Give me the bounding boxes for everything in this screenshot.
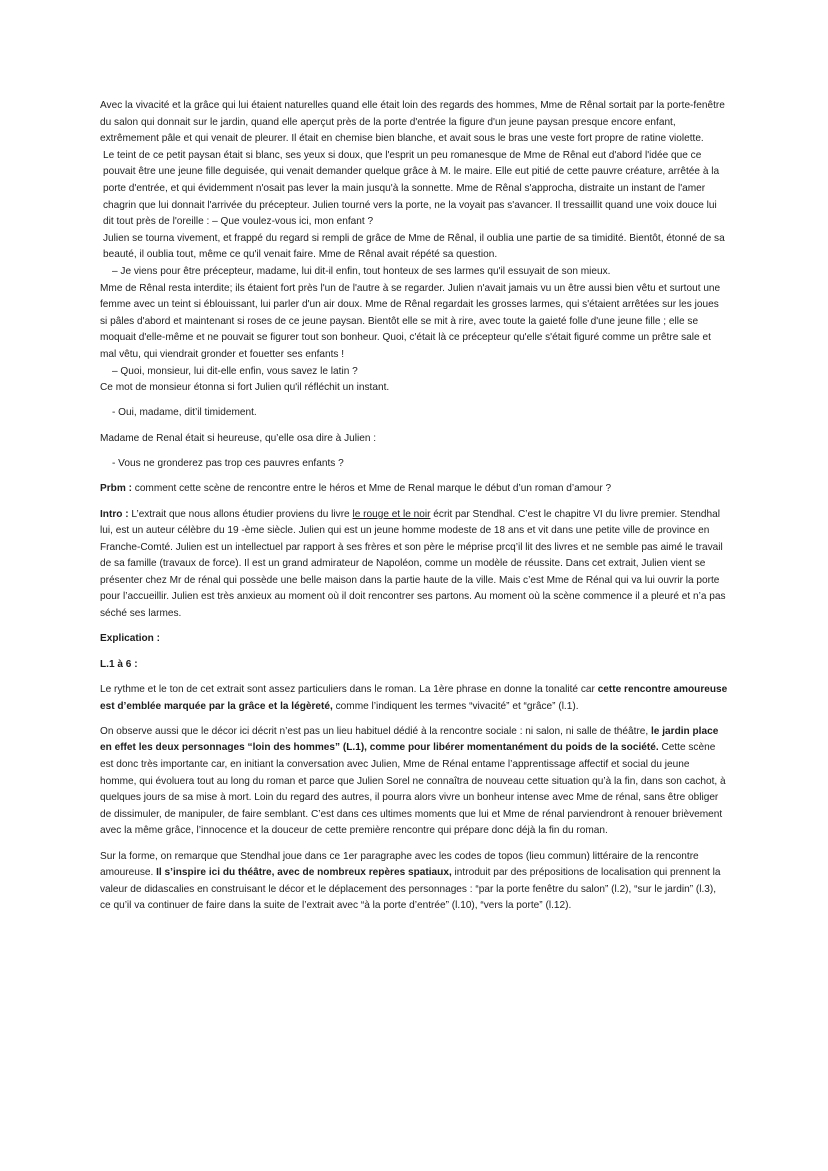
excerpt-dialogue: – Quoi, monsieur, lui dit-elle enfin, vous savez le latin ? bbox=[112, 365, 358, 377]
problematique-text: comment cette scène de rencontre entre le héros et Mme de Renal marque le début d’un roman d’amour ? bbox=[131, 483, 612, 495]
excerpt-paragraph: Avec la vivacité et la grâce qui lui étaient naturelles quand elle était loin des regards des hommes, Mme de Rênal sortait par la porte-fenêtre du salon qui donnait sur le jardin, quand elle aperçut près de la porte d'entrée la figure d'un jeune paysan presque encore enfant, extrêmement pâle et qui venait de pleurer. Il était en chemise bien blanche, et avait sous le bras une veste fort propre de ratine violette. bbox=[100, 100, 725, 145]
excerpt-dialogue: – Je viens pour être précepteur, madame, lui dit-il enfin, tout honteux de ses larmes qu'il essuyait de son mieux. bbox=[112, 265, 611, 277]
analysis-highlight: le jardin place en effet les deux personnages “loin des hommes” (L.1), comme pour libérer momentanément du poids de la société. bbox=[100, 725, 719, 754]
intro-text-after: écrit par Stendhal. C’est le chapitre VI du livre premier. Stendhal lui, est un auteur célèbre du 19 -ème siècle. Julien qui est un jeune homme modeste de 18 ans et vit dans une petite ville de province en Franche-Comté. Julien est un intellectuel par rapport à ses frères et son père le méprise prcq’il lit des livres et ne semble pas aimé le travail de sa famille (travaux de force). Il est un grand admirateur de Napoléon, comme un modèle de réussite. Dans cet extrait, Julien vient se présenter chez Mr de rénal qui possède une belle maison dans la partie haute de la ville. Mais c’est Mme de Rénal qui va lui ouvrir la porte pour l’accueillir. Julien est très anxieux au moment où il doit rencontrer ses partons. Au moment où la scène commence il a pleuré et n’a pas séché ses larmes. bbox=[100, 508, 726, 620]
dialogue-line: - Vous ne gronderez pas trop ces pauvres enfants ? bbox=[112, 457, 344, 469]
excerpt-paragraph: Ce mot de monsieur étonna si fort Julien qu'il réfléchit un instant. bbox=[100, 382, 390, 394]
problematique-label: Prbm : bbox=[100, 483, 132, 495]
analysis-paragraph: Le rythme et le ton de cet extrait sont assez particuliers dans le roman. La 1ère phrase en donne la tonalité car cette rencontre amoureuse est d’emblée marquée par la grâce et la légèreté, comme l’indiquent les termes “vivacité” et “grâce” (l.1). bbox=[100, 683, 728, 712]
analysis-highlight: Il s’inspire ici du théâtre, avec de nombreux repères spatiaux, bbox=[156, 867, 452, 879]
excerpt-paragraph: Julien se tourna vivement, et frappé du regard si rempli de grâce de Mme de Rênal, il oublia une partie de sa timidité. Bientôt, étonné de sa beauté, il oublia tout, même ce qu'il venait faire. Mme de Rênal avait répété sa question. bbox=[103, 232, 725, 261]
dialogue-line: - Oui, madame, dit’il timidement. bbox=[112, 407, 257, 419]
intro-label: Intro : bbox=[100, 508, 129, 520]
explication-heading: Explication : bbox=[100, 633, 161, 645]
book-title: le rouge et le noir bbox=[352, 508, 431, 520]
analysis-highlight: cette rencontre amoureuse est d’emblée marquée par la grâce et la légèreté, bbox=[100, 683, 728, 712]
analysis-paragraph: Sur la forme, on remarque que Stendhal joue dans ce 1er paragraphe avec les codes de topos (lieu commun) littéraire de la rencontre amoureuse. Il s’inspire ici du théâtre, avec de nombreux repères spatiaux, introduit par des prépositions de localisation qui prennent la valeur de didascalies en construisant le décor et le déplacement des personnages : “par la porte fenêtre du salon” (l.2), “sur le jardin” (l.3), ce qu’il va continuer de faire dans la suite de l’extrait avec “à la porte d’entrée” (l.10), “vers la porte” (l.12). bbox=[100, 850, 721, 912]
narration-line: Madame de Renal était si heureuse, qu’elle osa dire à Julien : bbox=[100, 432, 377, 444]
analysis-paragraph: On observe aussi que le décor ici décrit n’est pas un lieu habituel dédié à la rencontre sociale : ni salon, ni salle de théâtre, le jardin place en effet les deux personnages “loin des hommes” (L.1), comme pour libérer momentanément du poids de la société. Cette scène est donc très importante car, en initiant la conversation avec Julien, Mme de Rénal entame l’apprentissage affectif et social du jeune homme, qui évoluera tout au long du roman et parce que Julien Sorel ne connaîtra de nouveau cette situation qu’à la fin, dans son cachot, à quelques jours de sa mise à mort. Loin du regard des autres, il pourra alors vivre un bonheur intense avec Mme de rénal, sans être obliger de dissimuler, de manipuler, de faire semblant. C’est dans ces ultimes moments que lui et Mme de rénal parviendront à renouer brièvement avec la même grâce, l’innocence et la douceur de cette première rencontre qui prépare donc déjà la fin du roman. bbox=[100, 725, 726, 837]
novel-excerpt bbox=[100, 98, 728, 397]
intro-text-before: L’extrait que nous allons étudier proviens du livre bbox=[128, 508, 353, 520]
problematique bbox=[100, 481, 728, 498]
excerpt-paragraph: Mme de Rênal resta interdite; ils étaient fort près l'un de l'autre à se regarder. Julien n'avait jamais vu un être aussi bien vêtu et surtout une femme avec un teint si éblouissant, lui parler d'un air doux. Mme de Rênal regardait les grosses larmes, qui s'étaient arrêtées sur les joues si pâles d'abord et maintenant si roses de ce jeune paysan. Bientôt elle se mit à rire, avec toute la gaieté folle d'une jeune fille ; elle se moquait d'elle-même et ne pouvait se figurer tout son bonheur. Quoi, c'était là ce précepteur qu'elle s'était figuré comme un prêtre sale et mal vêtu, qui viendrait gronder et fouetter ses enfants ! bbox=[100, 282, 721, 360]
introduction bbox=[100, 507, 728, 623]
excerpt-paragraph: Le teint de ce petit paysan était si blanc, ses yeux si doux, que l'esprit un peu romanesque de Mme de Rênal eut d'abord l'idée que ce pouvait être une jeune fille deguisée, qui venait demander quelque grâce à M. le maire. Elle eut pitié de cette pauvre créature, arrêtée à la porte d'entrée, et qui évidemment n'osait pas lever la main jusqu'à la sonnette. Mme de Rênal s'approcha, distraite un instant de l'amer chagrin que lui donnait l'arrivée du précepteur. Julien tourné vers la porte, ne la voyait pas s'avancer. Il tressaillit quand une voix douce lui dit tout près de l'oreille : – Que voulez-vous ici, mon enfant ? bbox=[103, 149, 720, 228]
section-heading: L.1 à 6 : bbox=[100, 658, 138, 670]
